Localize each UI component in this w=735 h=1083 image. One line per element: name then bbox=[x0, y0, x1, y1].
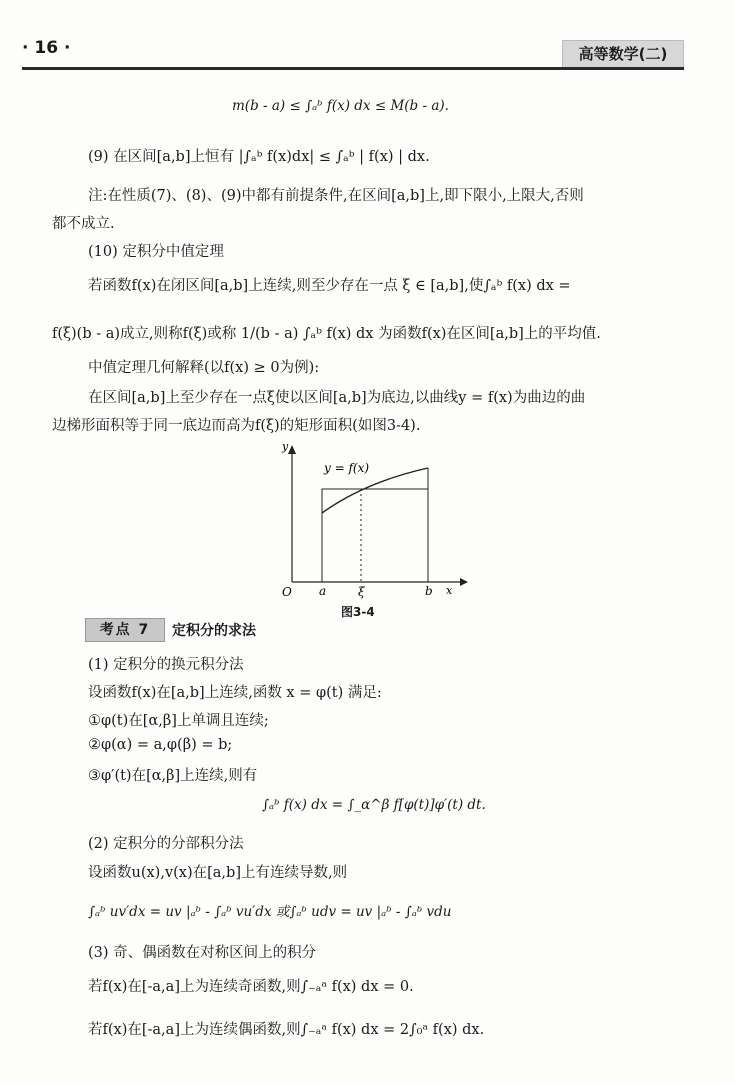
even-function-rule: 若f(x)在[-a,a]上为连续偶函数,则∫₋ₐᵃ f(x) dx = 2∫₀ᵃ f(x) dx. bbox=[88, 1022, 485, 1038]
mvt-statement-2: f(ξ)(b - a)成立,则称f(ξ)或称 1/(b - a) ∫ₐᵇ f(x) dx 为函数f(x)在区间[a,b]上的平均值. bbox=[52, 326, 601, 342]
odd-function-rule: 若f(x)在[-a,a]上为连续奇函数,则∫₋ₐᵃ f(x) dx = 0. bbox=[88, 979, 414, 995]
x-axis-arrow bbox=[460, 578, 468, 586]
running-header-title: 高等数学(二) bbox=[562, 40, 684, 68]
tick-b-label: b bbox=[425, 584, 433, 598]
y-axis-label: y bbox=[282, 442, 289, 453]
integration-by-parts-formula: ∫ₐᵇ uv′dx = uv |ₐᵇ - ∫ₐᵇ vu′dx 或∫ₐᵇ udv = uv |ₐᵇ - ∫ₐᵇ vdu bbox=[88, 904, 452, 920]
substitution-formula: ∫ₐᵇ f(x) dx = ∫_α^β f[φ(t)]φ′(t) dt. bbox=[262, 797, 486, 813]
mvt-statement-1: 若函数f(x)在闭区间[a,b]上连续,则至少存在一点 ξ ∈ [a,b],使∫ₐᵇ f(x) dx = bbox=[88, 278, 571, 294]
curve-label: y = f(x) bbox=[324, 461, 370, 475]
page-number: · 16 · bbox=[22, 38, 71, 58]
inequality-bounds: m(b - a) ≤ ∫ₐᵇ f(x) dx ≤ M(b - a). bbox=[232, 98, 449, 114]
integration-by-parts-setup: 设函数u(x),v(x)在[a,b]上有连续导数,则 bbox=[88, 865, 348, 881]
condition-3: ③φ′(t)在[α,β]上连续,则有 bbox=[88, 768, 258, 784]
substitution-heading: (1) 定积分的换元积分法 bbox=[88, 657, 244, 673]
x-axis-label: x bbox=[446, 584, 453, 597]
geometric-interpretation-heading: 中值定理几何解释(以f(x) ≥ 0为例): bbox=[88, 360, 320, 376]
section-7-title: 定积分的求法 bbox=[172, 623, 256, 639]
origin-label: O bbox=[282, 585, 292, 599]
geometric-interpretation-1: 在区间[a,b]上至少存在一点ξ使以区间[a,b]为底边,以曲线y = f(x)为曲边的曲 bbox=[88, 390, 586, 406]
tick-xi-label: ξ bbox=[358, 585, 365, 599]
header-rule bbox=[22, 67, 684, 70]
odd-even-heading: (3) 奇、偶函数在对称区间上的积分 bbox=[88, 945, 317, 961]
figure-caption: 图3-4 bbox=[341, 605, 375, 619]
y-axis-arrow bbox=[288, 445, 296, 454]
geometric-interpretation-2: 边梯形面积等于同一底边而高为f(ξ)的矩形面积(如图3-4). bbox=[52, 418, 421, 434]
condition-1: ①φ(t)在[α,β]上单调且连续; bbox=[88, 713, 269, 729]
note-line-2: 都不成立. bbox=[52, 216, 115, 232]
property-9: (9) 在区间[a,b]上恒有 |∫ₐᵇ f(x)dx| ≤ ∫ₐᵇ | f(x) | dx. bbox=[88, 149, 430, 165]
tick-a-label: a bbox=[319, 584, 327, 598]
substitution-setup: 设函数f(x)在[a,b]上连续,函数 x = φ(t) 满足: bbox=[88, 685, 382, 701]
note-line-1: 注:在性质(7)、(8)、(9)中都有前提条件,在区间[a,b]上,即下限小,上限大,否则 bbox=[88, 188, 584, 204]
integration-by-parts-heading: (2) 定积分的分部积分法 bbox=[88, 836, 244, 852]
figure-3-4 bbox=[270, 442, 470, 602]
condition-2: ②φ(α) = a,φ(β) = b; bbox=[88, 737, 233, 753]
mean-value-theorem-heading: (10) 定积分中值定理 bbox=[88, 244, 224, 260]
section-badge: 考点 7 bbox=[85, 618, 165, 642]
